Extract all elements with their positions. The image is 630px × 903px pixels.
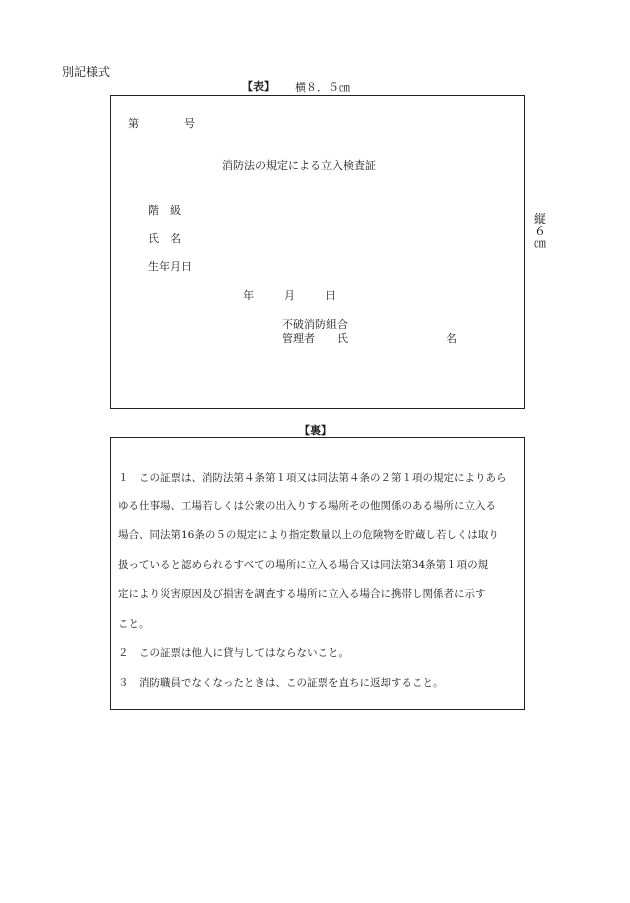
front-heading: 【表】 — [242, 80, 275, 93]
width-note: 横８．５㎝ — [295, 81, 350, 94]
note-item3: ３ 消防職員でなくなったときは、この証票を直ちに返却すること。 — [118, 677, 444, 689]
field-rank: 階 級 — [148, 204, 181, 217]
note-item2: ２ この証票は他人に貸与してはならないこと。 — [118, 647, 349, 659]
height-note — [530, 213, 550, 249]
note-item1-line2: ゆる仕事場、工場若しくは公衆の出入りする場所その他関係のある場所に立入る — [118, 500, 496, 512]
note-item1-line3: 場合、同法第16条の５の規定により指定数量以上の危険物を貯蔵し若しくは取り — [118, 529, 499, 541]
height-note-1: 縦 — [533, 212, 546, 226]
height-note-2: ６ — [533, 224, 546, 238]
date-month: 月 — [284, 289, 295, 302]
note-item1-line4: 扱っていると認められるすべての場所に立入る場合又は同法第34条第１項の規 — [118, 559, 489, 571]
field-name: 氏 名 — [148, 232, 181, 245]
card-title: 消防法の規定による立入検査証 — [222, 159, 376, 172]
front-card — [110, 95, 525, 409]
issuer-role: 管理者 氏 — [282, 332, 348, 345]
issuer-name-suffix: 名 — [446, 332, 457, 345]
number-prefix: 第 — [128, 117, 139, 130]
note-item1-line5: 定により災害原因及び損害を調査する場所に立入る場合に携帯し関係者に示す — [118, 588, 486, 600]
date-year: 年 — [243, 289, 254, 302]
field-birthdate: 生年月日 — [148, 260, 192, 273]
form-label: 別記様式 — [62, 65, 111, 79]
height-note-3: ㎝ — [533, 236, 546, 250]
number-suffix: 号 — [184, 117, 195, 130]
note-item1-line6: こと。 — [118, 618, 150, 630]
note-item1-line1: １ この証票は、消防法第４条第１項又は同法第４条の２第１項の規定によりあら — [118, 472, 507, 484]
date-day: 日 — [325, 289, 336, 302]
issuer-org: 不破消防組合 — [282, 318, 348, 331]
back-heading: 【裏】 — [299, 424, 332, 437]
